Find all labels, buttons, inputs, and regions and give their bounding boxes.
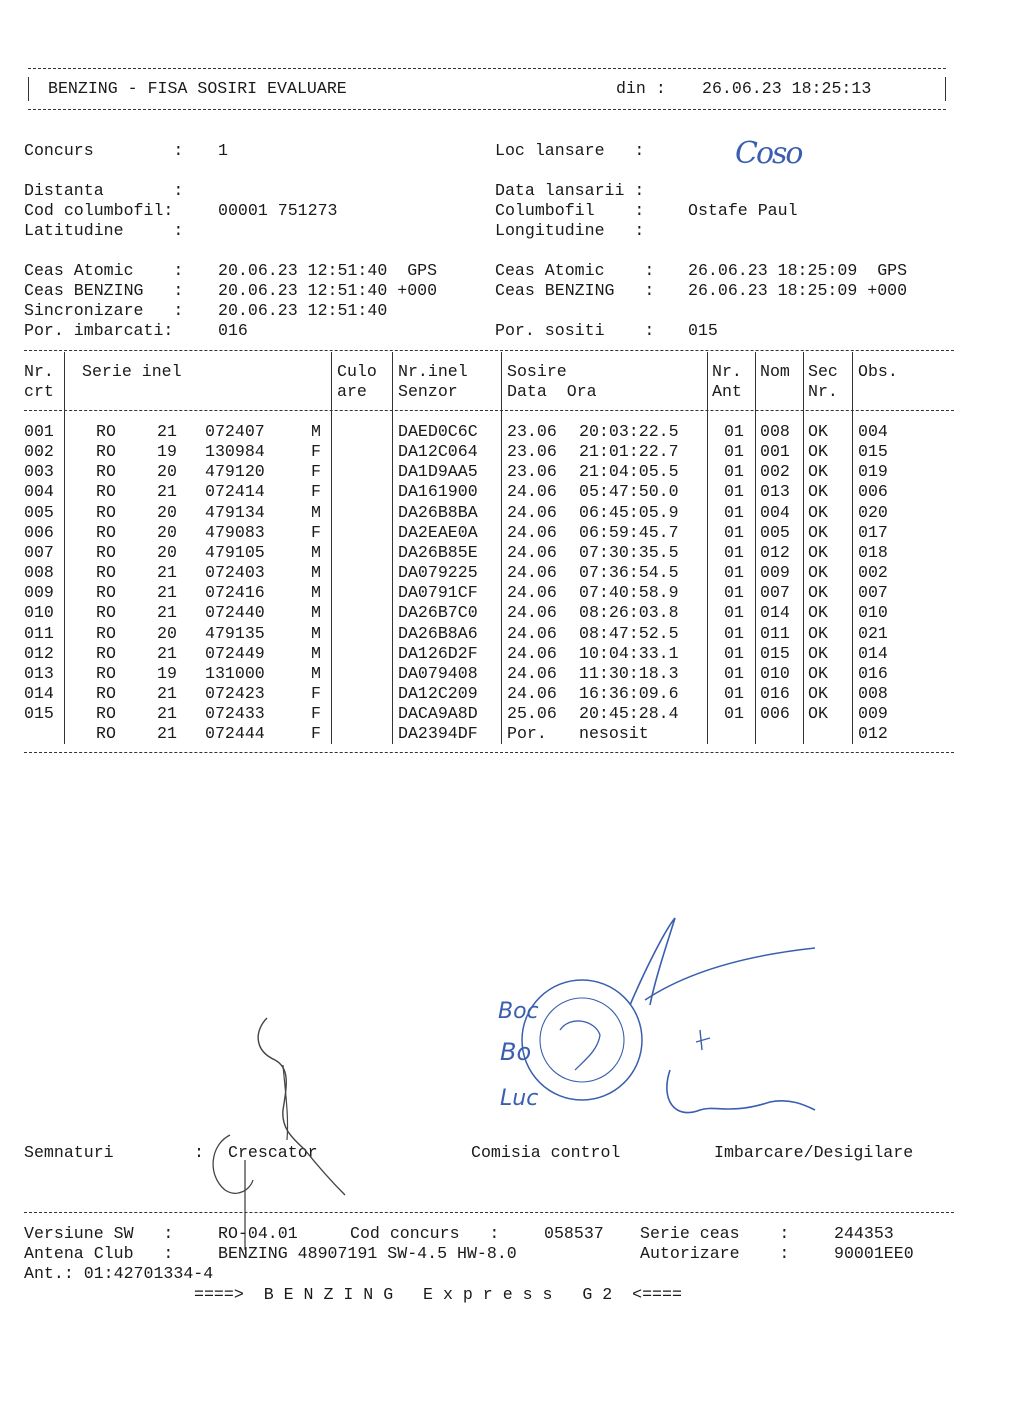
row-antenna: 01 bbox=[724, 663, 744, 683]
row-sec: OK bbox=[808, 683, 828, 703]
row-sex: M bbox=[311, 583, 321, 603]
row-country: RO bbox=[96, 542, 116, 562]
ceas-benzing-end-label: Ceas BENZING : bbox=[495, 281, 655, 300]
row-date: 24.06 bbox=[507, 522, 557, 542]
row-sec: OK bbox=[808, 704, 828, 724]
row-year: 19 bbox=[157, 442, 177, 462]
row-country: RO bbox=[96, 442, 116, 462]
row-nr: 012 bbox=[24, 643, 54, 663]
row-time: 21:04:05.5 bbox=[579, 462, 679, 482]
row-time: 06:45:05.9 bbox=[579, 502, 679, 522]
row-nom: 016 bbox=[760, 683, 790, 703]
page-title: BENZING - FISA SOSIRI EVALUARE bbox=[48, 79, 347, 98]
row-year: 21 bbox=[157, 724, 177, 744]
row-sec: OK bbox=[808, 542, 828, 562]
row-antenna: 01 bbox=[724, 522, 744, 542]
row-sex: F bbox=[311, 442, 321, 462]
row-time: 06:59:45.7 bbox=[579, 522, 679, 542]
row-country: RO bbox=[96, 422, 116, 441]
row-sex: M bbox=[311, 663, 321, 683]
data-lansarii-label: Data lansarii : bbox=[495, 181, 645, 200]
row-year: 20 bbox=[157, 623, 177, 643]
autorizare-value: 90001EE0 bbox=[834, 1244, 914, 1263]
sincronizare-value: 20.06.23 12:51:40 bbox=[218, 301, 388, 320]
commission-stamp-and-signatures bbox=[470, 910, 830, 1130]
row-date: 24.06 bbox=[507, 663, 557, 683]
row-date: 25.06 bbox=[507, 704, 557, 724]
commission-sig-3: Luc bbox=[500, 1086, 539, 1111]
row-antenna: 01 bbox=[724, 422, 744, 441]
por-imbarcati-value: 016 bbox=[218, 321, 248, 340]
row-sex: F bbox=[311, 522, 321, 542]
versiune-label: Versiune SW : bbox=[24, 1224, 174, 1243]
row-ring: 072407 bbox=[205, 422, 265, 441]
row-antenna: 01 bbox=[724, 502, 744, 522]
row-sec: OK bbox=[808, 482, 828, 502]
row-nom: 007 bbox=[760, 583, 790, 603]
row-time: 20:03:22.5 bbox=[579, 422, 679, 441]
row-country: RO bbox=[96, 522, 116, 542]
row-sensor: DA26B8BA bbox=[398, 502, 478, 522]
row-year: 21 bbox=[157, 704, 177, 724]
col-sep-4 bbox=[501, 352, 502, 744]
row-sensor: DA079225 bbox=[398, 563, 478, 583]
stamp-inner-ring bbox=[540, 998, 624, 1082]
row-sex: F bbox=[311, 462, 321, 482]
row-sensor: DA26B85E bbox=[398, 542, 478, 562]
columbofil-label: Columbofil : bbox=[495, 201, 645, 220]
row-ring: 131000 bbox=[205, 663, 265, 683]
th-sec: Sec bbox=[808, 362, 838, 381]
row-date: 24.06 bbox=[507, 583, 557, 603]
row-sensor: DAED0C6C bbox=[398, 422, 478, 441]
row-nr: 003 bbox=[24, 462, 54, 482]
row-sensor: DACA9A8D bbox=[398, 704, 478, 724]
row-year: 20 bbox=[157, 542, 177, 562]
benzing-banner: ====> B E N Z I N G E x p r e s s G 2 <==== bbox=[194, 1285, 682, 1304]
sincronizare-label: Sincronizare : bbox=[24, 301, 184, 320]
row-sex: M bbox=[311, 643, 321, 663]
ceas-atomic-start-value: 20.06.23 12:51:40 GPS bbox=[218, 261, 438, 280]
row-obs: 019 bbox=[858, 462, 888, 482]
row-year: 20 bbox=[157, 522, 177, 542]
col-sep-6 bbox=[755, 352, 756, 744]
row-time: nesosit bbox=[579, 724, 649, 744]
row-year: 21 bbox=[157, 422, 177, 441]
row-nom: 011 bbox=[760, 623, 790, 643]
ceas-atomic-end-value: 26.06.23 18:25:09 GPS bbox=[688, 261, 908, 280]
row-time: 08:26:03.8 bbox=[579, 603, 679, 623]
row-nr: 014 bbox=[24, 683, 54, 703]
row-sensor: DA079408 bbox=[398, 663, 478, 683]
row-date: 24.06 bbox=[507, 563, 557, 583]
row-nr: 013 bbox=[24, 663, 54, 683]
row-country: RO bbox=[96, 583, 116, 603]
row-sec: OK bbox=[808, 623, 828, 643]
row-year: 21 bbox=[157, 583, 177, 603]
row-date: 24.06 bbox=[507, 603, 557, 623]
distanta-label: Distanta : bbox=[24, 181, 184, 200]
row-ring: 130984 bbox=[205, 442, 265, 462]
row-sensor: DA26B8A6 bbox=[398, 623, 478, 643]
row-country: RO bbox=[96, 643, 116, 663]
row-year: 21 bbox=[157, 643, 177, 663]
row-sensor: DA1D9AA5 bbox=[398, 462, 478, 482]
row-nom: 013 bbox=[760, 482, 790, 502]
row-antenna: 01 bbox=[724, 683, 744, 703]
row-ring: 072423 bbox=[205, 683, 265, 703]
row-nom: 010 bbox=[760, 663, 790, 683]
semnaturi-label: Semnaturi bbox=[24, 1143, 114, 1162]
row-ring: 479135 bbox=[205, 623, 265, 643]
row-sex: M bbox=[311, 502, 321, 522]
th-data-ora: Data Ora bbox=[507, 382, 597, 401]
antenna-line: Ant.: 01:42701334-4 bbox=[24, 1264, 214, 1283]
row-time: 20:45:28.4 bbox=[579, 704, 679, 724]
por-sositi-value: 015 bbox=[688, 321, 718, 340]
row-obs: 002 bbox=[858, 563, 888, 583]
col-sep-8 bbox=[852, 352, 853, 744]
row-time: 11:30:18.3 bbox=[579, 663, 679, 683]
row-obs: 008 bbox=[858, 683, 888, 703]
ceas-atomic-end-label: Ceas Atomic : bbox=[495, 261, 655, 280]
row-sec: OK bbox=[808, 462, 828, 482]
th-nr-ant: Nr. bbox=[712, 362, 742, 381]
col-sep-3 bbox=[392, 352, 393, 744]
row-obs: 015 bbox=[858, 442, 888, 462]
imbarcare-desigilare-label: Imbarcare/Desigilare bbox=[714, 1143, 914, 1162]
row-nom: 008 bbox=[760, 422, 790, 441]
row-date: Por. bbox=[507, 724, 547, 744]
din-label: din : bbox=[616, 79, 666, 98]
row-year: 21 bbox=[157, 563, 177, 583]
row-country: RO bbox=[96, 724, 116, 744]
row-sex: F bbox=[311, 683, 321, 703]
row-obs: 020 bbox=[858, 502, 888, 522]
row-country: RO bbox=[96, 683, 116, 703]
row-obs: 006 bbox=[858, 482, 888, 502]
row-date: 24.06 bbox=[507, 502, 557, 522]
longitudine-label: Longitudine : bbox=[495, 221, 645, 240]
row-sensor: DA12C064 bbox=[398, 442, 478, 462]
row-sensor: DA2EAE0A bbox=[398, 522, 478, 542]
ceas-benzing-start-value: 20.06.23 12:51:40 +000 bbox=[218, 281, 438, 300]
row-time: 16:36:09.6 bbox=[579, 683, 679, 703]
row-sec: OK bbox=[808, 583, 828, 603]
row-country: RO bbox=[96, 623, 116, 643]
row-sex: F bbox=[311, 724, 321, 744]
row-obs: 010 bbox=[858, 603, 888, 623]
row-sex: M bbox=[311, 603, 321, 623]
row-obs: 004 bbox=[858, 422, 888, 441]
row-ring: 479134 bbox=[205, 502, 265, 522]
row-nr: 010 bbox=[24, 603, 54, 623]
concurs-value: 1 bbox=[218, 141, 228, 160]
autorizare-label: Autorizare : bbox=[640, 1244, 790, 1263]
semnaturi-colon: : bbox=[194, 1143, 204, 1162]
th-crt: crt bbox=[24, 382, 54, 401]
row-sex: M bbox=[311, 623, 321, 643]
row-sex: F bbox=[311, 704, 321, 724]
row-sex: M bbox=[311, 542, 321, 562]
row-antenna: 01 bbox=[724, 542, 744, 562]
row-obs: 009 bbox=[858, 704, 888, 724]
row-antenna: 01 bbox=[724, 462, 744, 482]
th-culoare-2: are bbox=[337, 382, 367, 401]
antena-club-label: Antena Club : bbox=[24, 1244, 174, 1263]
concurs-label: Concurs : bbox=[24, 141, 184, 160]
row-year: 21 bbox=[157, 603, 177, 623]
row-nr: 006 bbox=[24, 522, 54, 542]
row-nr: 001 bbox=[24, 422, 54, 441]
th-ant: Ant bbox=[712, 382, 742, 401]
th-senzor: Senzor bbox=[398, 382, 458, 401]
row-sex: M bbox=[311, 563, 321, 583]
row-date: 24.06 bbox=[507, 683, 557, 703]
crescator-label: Crescator bbox=[228, 1143, 318, 1162]
row-nr: 011 bbox=[24, 623, 54, 643]
row-nom: 015 bbox=[760, 643, 790, 663]
row-antenna: 01 bbox=[724, 482, 744, 502]
col-sep-7 bbox=[803, 352, 804, 744]
row-date: 24.06 bbox=[507, 542, 557, 562]
row-year: 21 bbox=[157, 683, 177, 703]
serie-ceas-value: 244353 bbox=[834, 1224, 894, 1243]
col-sep-2 bbox=[331, 352, 332, 744]
table-header-rule bbox=[24, 410, 954, 411]
row-ring: 072416 bbox=[205, 583, 265, 603]
por-imbarcati-label: Por. imbarcati: bbox=[24, 321, 174, 340]
row-sec: OK bbox=[808, 442, 828, 462]
row-sec: OK bbox=[808, 502, 828, 522]
th-nr-inel: Nr.inel bbox=[398, 362, 468, 381]
row-time: 07:36:54.5 bbox=[579, 563, 679, 583]
row-antenna: 01 bbox=[724, 583, 744, 603]
row-time: 05:47:50.0 bbox=[579, 482, 679, 502]
ceas-atomic-start-label: Ceas Atomic : bbox=[24, 261, 184, 280]
row-nom: 006 bbox=[760, 704, 790, 724]
cod-columbofil-label: Cod columbofil: bbox=[24, 201, 174, 220]
row-country: RO bbox=[96, 663, 116, 683]
row-antenna: 01 bbox=[724, 442, 744, 462]
col-sep-5 bbox=[707, 352, 708, 744]
commission-sig-1: Boc bbox=[498, 999, 539, 1024]
row-time: 21:01:22.7 bbox=[579, 442, 679, 462]
row-sex: F bbox=[311, 482, 321, 502]
columbofil-value: Ostafe Paul bbox=[688, 201, 798, 220]
row-nom: 001 bbox=[760, 442, 790, 462]
cod-columbofil-value: 00001 751273 bbox=[218, 201, 338, 220]
row-sensor: DA26B7C0 bbox=[398, 603, 478, 623]
ceas-benzing-end-value: 26.06.23 18:25:09 +000 bbox=[688, 281, 908, 300]
th-nom: Nom bbox=[760, 362, 790, 381]
row-date: 24.06 bbox=[507, 482, 557, 502]
row-date: 23.06 bbox=[507, 442, 557, 462]
th-obs: Obs. bbox=[858, 362, 898, 381]
row-nr: 015 bbox=[24, 704, 54, 724]
row-date: 24.06 bbox=[507, 623, 557, 643]
th-nr: Nr. bbox=[24, 362, 54, 381]
row-antenna: 01 bbox=[724, 603, 744, 623]
stamp-bird-icon bbox=[560, 1021, 600, 1070]
row-time: 07:40:58.9 bbox=[579, 583, 679, 603]
cod-concurs-label: Cod concurs : bbox=[350, 1224, 500, 1243]
din-value: 26.06.23 18:25:13 bbox=[702, 79, 872, 98]
antena-club-value: BENZING 48907191 SW-4.5 HW-8.0 bbox=[218, 1244, 517, 1263]
row-country: RO bbox=[96, 704, 116, 724]
row-obs: 016 bbox=[858, 663, 888, 683]
row-antenna: 01 bbox=[724, 563, 744, 583]
row-ring: 479083 bbox=[205, 522, 265, 542]
serie-ceas-label: Serie ceas : bbox=[640, 1224, 790, 1243]
th-culoare-1: Culo bbox=[337, 362, 377, 381]
row-nr: 007 bbox=[24, 542, 54, 562]
th-serie-inel: Serie inel bbox=[82, 362, 182, 381]
row-nr: 008 bbox=[24, 563, 54, 583]
row-antenna: 01 bbox=[724, 623, 744, 643]
row-nom: 005 bbox=[760, 522, 790, 542]
row-year: 21 bbox=[157, 482, 177, 502]
row-nr: 002 bbox=[24, 442, 54, 462]
por-sositi-label: Por. sositi : bbox=[495, 321, 655, 340]
comisia-control-label: Comisia control bbox=[471, 1143, 621, 1162]
row-time: 07:30:35.5 bbox=[579, 542, 679, 562]
row-sec: OK bbox=[808, 603, 828, 623]
row-ring: 072449 bbox=[205, 643, 265, 663]
row-sensor: DA0791CF bbox=[398, 583, 478, 603]
row-sec: OK bbox=[808, 663, 828, 683]
row-year: 20 bbox=[157, 462, 177, 482]
row-ring: 072414 bbox=[205, 482, 265, 502]
loc-value-handwritten: Coso bbox=[735, 136, 802, 171]
row-sensor: DA126D2F bbox=[398, 643, 478, 663]
row-ring: 072440 bbox=[205, 603, 265, 623]
row-country: RO bbox=[96, 482, 116, 502]
row-sec: OK bbox=[808, 563, 828, 583]
row-year: 19 bbox=[157, 663, 177, 683]
table-bottom-rule bbox=[24, 752, 954, 753]
row-nom: 004 bbox=[760, 502, 790, 522]
table-top-rule bbox=[24, 350, 954, 351]
row-obs: 012 bbox=[858, 724, 888, 744]
latitudine-label: Latitudine : bbox=[24, 221, 184, 240]
row-time: 08:47:52.5 bbox=[579, 623, 679, 643]
row-country: RO bbox=[96, 563, 116, 583]
commission-sig-2: Bo bbox=[500, 1038, 532, 1066]
th-sosire: Sosire bbox=[507, 362, 567, 381]
row-date: 23.06 bbox=[507, 422, 557, 441]
row-obs: 014 bbox=[858, 643, 888, 663]
row-nr: 009 bbox=[24, 583, 54, 603]
row-sensor: DA12C209 bbox=[398, 683, 478, 703]
row-year: 20 bbox=[157, 502, 177, 522]
row-nom: 012 bbox=[760, 542, 790, 562]
row-ring: 072444 bbox=[205, 724, 265, 744]
col-sep-1 bbox=[64, 352, 65, 744]
row-ring: 072403 bbox=[205, 563, 265, 583]
loc-label: Loc lansare : bbox=[495, 141, 645, 160]
row-ring: 479105 bbox=[205, 542, 265, 562]
row-antenna: 01 bbox=[724, 704, 744, 724]
row-sensor: DA2394DF bbox=[398, 724, 478, 744]
row-ring: 072433 bbox=[205, 704, 265, 724]
row-sec: OK bbox=[808, 643, 828, 663]
cod-concurs-value: 058537 bbox=[544, 1224, 604, 1243]
th-sec-nr: Nr. bbox=[808, 382, 838, 401]
row-sec: OK bbox=[808, 522, 828, 542]
row-date: 23.06 bbox=[507, 462, 557, 482]
row-country: RO bbox=[96, 502, 116, 522]
row-nom: 014 bbox=[760, 603, 790, 623]
row-nom: 009 bbox=[760, 563, 790, 583]
row-country: RO bbox=[96, 462, 116, 482]
row-nr: 005 bbox=[24, 502, 54, 522]
row-obs: 021 bbox=[858, 623, 888, 643]
row-time: 10:04:33.1 bbox=[579, 643, 679, 663]
row-nom: 002 bbox=[760, 462, 790, 482]
row-antenna: 01 bbox=[724, 643, 744, 663]
versiune-value: RO-04.01 bbox=[218, 1224, 298, 1243]
row-sex: M bbox=[311, 422, 321, 441]
row-nr: 004 bbox=[24, 482, 54, 502]
row-sensor: DA161900 bbox=[398, 482, 478, 502]
row-obs: 007 bbox=[858, 583, 888, 603]
row-sec: OK bbox=[808, 422, 828, 441]
footer-rule bbox=[24, 1212, 954, 1213]
row-obs: 017 bbox=[858, 522, 888, 542]
row-date: 24.06 bbox=[507, 643, 557, 663]
row-ring: 479120 bbox=[205, 462, 265, 482]
row-country: RO bbox=[96, 603, 116, 623]
ceas-benzing-start-label: Ceas BENZING : bbox=[24, 281, 184, 300]
row-obs: 018 bbox=[858, 542, 888, 562]
crescator-signature bbox=[195, 1010, 365, 1260]
